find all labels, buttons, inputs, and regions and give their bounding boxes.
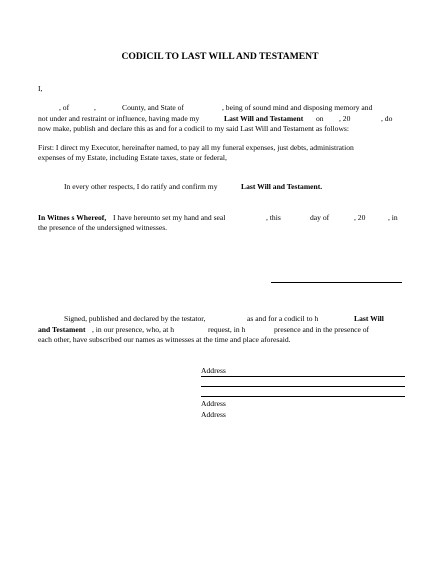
- witness-2-signature-line[interactable]: [201, 386, 405, 387]
- p1-of: , of: [59, 103, 70, 112]
- testator-signature-line[interactable]: [271, 282, 402, 283]
- p5-signed-published: Signed, published and declared by the testator,: [64, 314, 206, 323]
- p1-declare-codicil: now make, publish and declare this as and for a codicil to my said Last Will and Testament as follows:: [38, 124, 349, 133]
- witness-1-address-line[interactable]: [201, 376, 405, 377]
- witness-1-address-label: Address: [201, 366, 226, 375]
- p2-first-direction: First: I direct my Executor, hereinafter named, to pay all my funeral expenses, just debts, administration: [38, 143, 354, 152]
- opening-pronoun: I,: [38, 84, 43, 93]
- p1-sound-mind: , being of sound mind and disposing memory and: [222, 103, 373, 112]
- p5-and-testament: and Testament: [38, 325, 86, 334]
- p1-will-reference: Last Will and Testament: [224, 114, 304, 123]
- witness-3-address-label: Address: [201, 410, 226, 419]
- p4-presence: the presence of the undersigned witnesses.: [38, 223, 168, 232]
- p4-this: , this: [266, 213, 281, 222]
- p1-do: , do: [381, 114, 393, 123]
- p1-year: , 20: [339, 114, 351, 123]
- p5-presence-of: presence and in the presence of: [274, 325, 370, 334]
- p5-subscribed: each other, have subscribed our names as witnesses at the time and place aforesaid.: [38, 335, 291, 344]
- p1-county-state: County, and State of: [122, 103, 184, 112]
- p4-day-of: day of: [310, 213, 330, 222]
- p4-year: , 20: [354, 213, 366, 222]
- p1-on: on: [316, 114, 324, 123]
- p3-ratify: In every other respects, I do ratify and confirm my: [64, 182, 218, 191]
- p4-hand-seal: I have hereunto set my hand and seal: [113, 213, 226, 222]
- p1-comma: ,: [94, 103, 96, 112]
- p5-our-presence: , in our presence, who, at h: [92, 325, 175, 334]
- p5-request: request, in h: [208, 325, 246, 334]
- witness-whereof-heading: In Witnes s Whereof,: [38, 213, 107, 222]
- p1-having-made: not under and restraint or influence, having made my: [38, 114, 200, 123]
- p5-codicil-to: as and for a codicil to h: [247, 314, 319, 323]
- p4-in: , in: [388, 213, 398, 222]
- p2-estate-expenses: expenses of my Estate, including Estate taxes, state or federal,: [38, 153, 227, 162]
- p5-last-will: Last Will: [354, 314, 384, 323]
- document-title: CODICIL TO LAST WILL AND TESTAMENT: [121, 51, 319, 62]
- p3-will-reference: Last Will and Testament.: [241, 182, 323, 191]
- witness-2-address-line[interactable]: [201, 396, 405, 397]
- witness-2-address-label: Address: [201, 399, 226, 408]
